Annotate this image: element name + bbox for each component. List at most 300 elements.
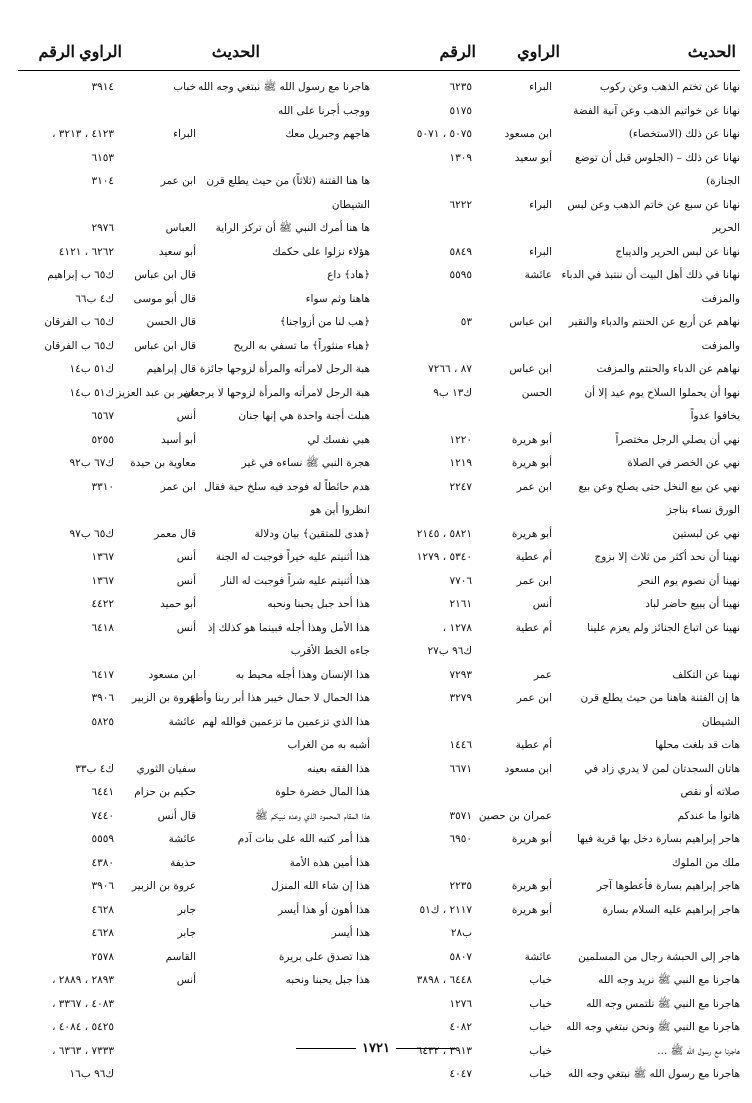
index-entry xyxy=(368,525,740,549)
index-entry xyxy=(18,407,370,431)
hadith-text: نهي أن يصلي الرجل مختصراً xyxy=(615,433,740,446)
index-entry xyxy=(368,431,740,455)
reference-number: ٥٣ xyxy=(460,316,472,328)
hadith-text: هاجر إبراهيم بسارة دخل بها قرية فيها xyxy=(576,833,740,845)
reference-number: ٦١٥٣ xyxy=(91,151,114,164)
hadith-text: هذا أثنيتم عليه خيراً فوجبت له الجنة xyxy=(215,551,370,563)
narrator-text: أبو سعيد xyxy=(514,151,552,164)
hadith-text: ها هنا أمرك النبي ﷺ أن تركز الراية xyxy=(215,222,370,234)
hadith-text: صلاته أو نقص xyxy=(680,786,740,798)
index-entry xyxy=(368,172,740,196)
narrator-text: ابن عمر xyxy=(160,175,196,187)
index-entry xyxy=(18,266,370,290)
reference-number: ٤٠٨٣ ، ٣٣٦٧ ، xyxy=(52,997,114,1010)
hadith-text: نهينا أن يبيع حاضر لباد xyxy=(645,598,740,610)
narrator-text: البراء xyxy=(529,198,552,211)
hadith-text: هذا تصدق على بريرة xyxy=(278,950,370,963)
reference-number: ٢٢٤٧ xyxy=(449,480,472,493)
left-column-header xyxy=(18,38,370,71)
hadith-text: هؤلاء نزلوا على حكمك xyxy=(272,245,370,258)
hadith-text: انظروا أين هو xyxy=(310,504,370,516)
narrator-text: قال معمر xyxy=(154,527,196,540)
narrator-text: ابن مسعود xyxy=(148,668,196,681)
index-entry xyxy=(368,102,740,126)
hadith-text: هاجرنا مع رسول الله ﷺ نبتغي وجه الله xyxy=(567,1068,740,1080)
reference-number: ك٦٥ ب الفرقان xyxy=(44,339,114,352)
index-entry xyxy=(18,337,370,361)
narrator-text: خباب xyxy=(529,974,552,986)
hadith-text: هذا الذي تزعمين ما تزعمين فوالله لهم xyxy=(202,715,370,728)
narrator-text: البراء xyxy=(529,81,552,93)
hadith-text: هذا المال خضرة حلوة xyxy=(275,786,370,798)
reference-number: ٦٢٦٢ ، ٤١٢١ xyxy=(58,245,114,258)
reference-number: ٢٩٧٦ xyxy=(91,222,114,234)
hadith-text: ملك من الملوك xyxy=(672,856,740,869)
hadith-text: هبي نفسك لي xyxy=(307,433,370,446)
hadith-text: هذا أمين هذه الأمة xyxy=(289,856,370,869)
reference-number: ٤١٢٣ ، ٣٢١٣ ، xyxy=(52,128,114,140)
index-entry xyxy=(18,172,370,196)
reference-number: ١٢٢٠ xyxy=(449,433,472,446)
narrator-text: عائشة xyxy=(524,950,552,963)
hadith-text: هاتوا ما عندكم xyxy=(677,809,740,822)
hadith-text: هذا الإنسان وهذا أجله محيط به xyxy=(235,668,370,681)
reference-number: ك١٣ ب٩ xyxy=(433,386,472,399)
reference-number: ١٢١٩ xyxy=(449,457,472,469)
index-entry xyxy=(368,948,740,972)
index-entry xyxy=(368,971,740,995)
narrator-text: ابن عمر xyxy=(516,574,552,587)
hadith-text: نهينا عن اتباع الجنائز ولم يعزم علينا xyxy=(587,621,740,634)
reference-number: ك٩٦ ب٢٧ xyxy=(427,645,472,657)
index-entry xyxy=(18,149,370,173)
reference-number: ٥٤٢٥ ، ٤٠٨٤ ، xyxy=(52,1021,114,1033)
index-entry xyxy=(18,454,370,478)
index-entry xyxy=(368,901,740,925)
index-entry xyxy=(18,783,370,807)
index-entry xyxy=(368,783,740,807)
hadith-text: يخافوا عدواً xyxy=(690,410,740,422)
reference-number: ٦٢٢٢ xyxy=(449,198,472,211)
reference-number: ك٤ ب٦٦ xyxy=(75,292,114,305)
narrator-text: أنس xyxy=(176,410,196,422)
header-narrator: الراوي xyxy=(517,42,560,61)
reference-number: ٦٤٤٨ ، ٣٨٩٨ xyxy=(416,974,472,986)
narrator-text: ابن عباس xyxy=(509,316,552,328)
index-entry xyxy=(368,290,740,314)
narrator-text: عروة بن الزبير xyxy=(131,692,196,704)
hadith-text: هاجرنا مع النبي ﷺ نريد وجه الله xyxy=(598,974,740,986)
reference-number: ٤٦٢٨ xyxy=(91,903,114,916)
reference-number: ٧٤٤٠ xyxy=(91,809,114,822)
hadith-text: هبلت أجنة واحدة هي إنها جنان xyxy=(238,410,370,422)
index-entry xyxy=(18,948,370,972)
index-entry xyxy=(18,830,370,854)
hadith-text: هاهنا وثم سواء xyxy=(305,292,370,305)
hadith-text: هذا أحد جبل يحبنا ونحبه xyxy=(267,598,370,610)
narrator-text: أبو هريرة xyxy=(511,903,552,916)
narrator-text: خباب xyxy=(529,1044,552,1057)
narrator-text: الحسن xyxy=(521,386,552,399)
index-entry xyxy=(368,219,740,243)
index-entry xyxy=(368,689,740,713)
hadith-text: ﴿هدى للمتقين﴾ بيان ودلالة xyxy=(254,527,370,540)
reference-number: ك٩٦ ب١٦ xyxy=(69,1068,114,1080)
hadith-text: هاجرنا مع النبي ﷺ ونحن نبتغي وجه الله xyxy=(566,1021,740,1033)
index-entry xyxy=(368,1018,740,1042)
narrator-text: أم عطية xyxy=(515,551,552,563)
reference-number: ٢١١٧ ، ك٥١ xyxy=(419,903,472,916)
reference-number: ٥٨٠٧ xyxy=(449,950,472,963)
narrator-text: أم عطية xyxy=(515,739,552,751)
narrator-text: أنس xyxy=(532,598,552,610)
hadith-text: نهينا أن نصوم يوم النحر xyxy=(638,574,740,587)
narrator-text: قال ابن عباس xyxy=(134,269,196,281)
index-entry xyxy=(18,877,370,901)
index-entry xyxy=(18,290,370,314)
reference-number: ١٤٤٦ xyxy=(449,739,472,751)
narrator-text: معاوية بن حيدة xyxy=(130,457,196,469)
index-entry xyxy=(18,971,370,995)
index-entry xyxy=(18,995,370,1019)
hadith-text: هذا أمر كتبه الله على بنات آدم xyxy=(237,833,370,845)
hadith-text: هدم حائطاً له فوجد فيه سلخ حية فقال xyxy=(204,480,370,493)
hadith-text: نهانا عن ذلك (الاستخصاء) xyxy=(628,128,740,140)
narrator-text: أبو هريرة xyxy=(511,833,552,845)
hadith-text: جاءه الخط الأقرب xyxy=(290,645,370,657)
narrator-text: العباس xyxy=(165,222,196,234)
narrator-text: ابن عمر xyxy=(516,692,552,704)
index-entry xyxy=(18,102,370,126)
hadith-text: هاجر إلى الحبشة رجال من المسلمين xyxy=(578,950,740,963)
hadith-text: هاجهم وجبريل معك xyxy=(285,128,370,140)
hadith-text: نهانا عن خواتيم الذهب وعن آنية الفضة xyxy=(573,104,740,117)
hadith-text: هذا إن شاء الله المنزل xyxy=(271,880,370,892)
index-entry xyxy=(18,924,370,948)
hadith-text: نهينا أن نحد أكثر من ثلاث إلا بزوج xyxy=(594,551,740,563)
reference-number: ٣٢٧٩ xyxy=(449,692,472,704)
hadith-text: الورق نساء بناجز xyxy=(666,504,740,516)
hadith-text: هاجرنا مع النبي ﷺ نلتمس وجه الله xyxy=(586,997,740,1010)
reference-number: ٦٩٥٠ xyxy=(449,833,472,845)
reference-number: ١٣٦٧ xyxy=(91,551,114,563)
narrator-text: خباب xyxy=(529,1068,552,1080)
index-entry xyxy=(368,760,740,784)
hadith-text: هبة الرجل لامرأته والمرأة لزوجها جائزة xyxy=(199,363,370,375)
right-entries xyxy=(368,78,740,1089)
footer-rule xyxy=(396,1048,456,1049)
reference-number: ك٤ ب٣٣ xyxy=(75,762,114,775)
right-column-header xyxy=(368,38,740,71)
hadith-text: نهينا عن التكلف xyxy=(672,668,740,681)
reference-number: ٦٢٣٥ xyxy=(449,81,472,93)
narrator-text: أنس xyxy=(176,574,196,587)
narrator-text: خباب xyxy=(529,1021,552,1033)
index-entry xyxy=(18,125,370,149)
reference-number: ٧٧٠٦ xyxy=(449,574,472,587)
hadith-text: هذا المقام المحمود الذي وعده نبيكم ﷺ xyxy=(254,809,370,822)
index-entry xyxy=(368,595,740,619)
index-entry xyxy=(368,995,740,1019)
reference-number: ٤٤٢٢ xyxy=(91,598,114,610)
index-entry xyxy=(368,360,740,384)
index-entry xyxy=(368,337,740,361)
index-entry xyxy=(368,572,740,596)
narrator-text: البراء xyxy=(173,128,196,140)
reference-number: ٦٦٧١ xyxy=(449,762,472,775)
index-entry xyxy=(368,619,740,643)
reference-number: ١٢٧٦ xyxy=(449,997,472,1010)
narrator-text: عمر بن عبد العزيز xyxy=(116,386,196,399)
narrator-text: أبو هريرة xyxy=(511,880,552,892)
narrator-text: عمران بن حصين xyxy=(478,809,552,822)
hadith-text: هبة الرجل لامرأته والمرأة لزوجها لا يرجعان xyxy=(183,386,370,399)
hadith-text: الجنازة) xyxy=(706,175,740,187)
reference-number: ٥٨٤٩ xyxy=(449,245,472,258)
reference-number: ٣١٠٤ xyxy=(91,175,114,187)
reference-number: ٣٥٧١ xyxy=(449,809,472,822)
index-entry xyxy=(18,901,370,925)
hadith-text: نهاهم عن أربع عن الحنتم والدباء والنقير xyxy=(568,316,740,328)
hadith-text: ﴿هب لنا من أزواجنا﴾ xyxy=(279,316,370,328)
narrator-text: أبو حميد xyxy=(160,598,196,610)
hadith-text: هذا جبل يحبنا ونحبه xyxy=(285,974,370,986)
narrator-text: ابن عمر xyxy=(516,480,552,493)
reference-number: ١٣٦٧ xyxy=(91,574,114,587)
index-entry xyxy=(368,501,740,525)
index-entry xyxy=(368,243,740,267)
hadith-text: أشبه به من الغراب xyxy=(287,739,370,751)
reference-number: ك٥١ ب١٤ xyxy=(69,363,114,375)
index-entry xyxy=(18,525,370,549)
narrator-text: القاسم xyxy=(165,950,196,963)
index-entry xyxy=(18,854,370,878)
index-entry xyxy=(18,501,370,525)
index-entry xyxy=(18,384,370,408)
hadith-text: هاجر إبراهيم بسارة فأعطوها آجر xyxy=(596,880,740,892)
reference-number: ٥٥٥٩ xyxy=(91,833,114,845)
index-entry xyxy=(368,407,740,431)
reference-number: ٤٠٨٢ xyxy=(449,1021,472,1033)
reference-number: ٤٦٢٨ xyxy=(91,927,114,939)
index-entry xyxy=(18,196,370,220)
reference-number: ك٦٥ ب الفرقان xyxy=(44,316,114,328)
reference-number: ب٢٨ xyxy=(450,927,472,939)
narrator-text: ابن مسعود xyxy=(504,762,552,775)
reference-number: ك٦٥ ب٩٧ xyxy=(69,527,114,540)
index-entry xyxy=(18,642,370,666)
reference-number: ٥٣٤٠ ، ١٢٧٩ xyxy=(416,551,472,563)
index-entry xyxy=(18,548,370,572)
reference-number: ٧٢٩٣ xyxy=(449,668,472,681)
page-number: ١٧٢١ xyxy=(362,1041,390,1056)
reference-number: ٦٤٤١ xyxy=(91,786,114,798)
reference-number: ٦٥٦٧ xyxy=(91,410,114,422)
index-entry xyxy=(18,760,370,784)
hadith-text: هذا أيسر xyxy=(331,927,370,939)
hadith-text: نهاهم عن الدباء والحنتم والمزفت xyxy=(596,363,740,375)
index-entry xyxy=(18,666,370,690)
index-entry xyxy=(18,431,370,455)
narrator-text: البراء xyxy=(529,245,552,258)
index-entry xyxy=(18,807,370,831)
reference-number: ٧٣٣٣ ، ٦٣٦٣ ، xyxy=(52,1044,114,1057)
index-entry xyxy=(18,78,370,102)
reference-number: ٥٥٩٥ xyxy=(449,269,472,281)
reference-number: ٦٤١٧ xyxy=(91,668,114,681)
reference-number: ٢١٦١ xyxy=(449,598,472,610)
hadith-text: نهوا أن يحملوا السلاح يوم عيد إلا أن xyxy=(584,386,740,399)
hadith-text: الشيطان xyxy=(701,715,740,728)
index-entry xyxy=(18,689,370,713)
hadith-text: هذا الأمل وهذا أجله فبينما هو كذلك إذ xyxy=(207,621,370,634)
index-entry xyxy=(368,548,740,572)
reference-number: ٥٢٥٥ xyxy=(91,433,114,446)
left-entries xyxy=(18,78,370,1089)
index-entry xyxy=(368,1065,740,1089)
index-entry xyxy=(368,313,740,337)
narrator-text: حذيفة xyxy=(170,856,196,869)
narrator-text: سفيان الثوري xyxy=(136,762,196,775)
narrator-text: عروة بن الزبير xyxy=(131,880,196,892)
reference-number: ٥٨٢٥ xyxy=(91,715,114,728)
reference-number: ك٦٧ ب٩٢ xyxy=(69,457,114,469)
hadith-text: الحرير xyxy=(712,222,740,234)
reference-number: ٣٣١٠ xyxy=(91,480,114,493)
page-number-footer xyxy=(0,1041,752,1056)
narrator-text: أبو أسيد xyxy=(161,433,196,446)
index-entry xyxy=(368,736,740,760)
hadith-text: هذا أهون أو هذا أيسر xyxy=(278,903,370,916)
narrator-text: أنس xyxy=(176,974,196,986)
index-entry xyxy=(368,924,740,948)
index-entry xyxy=(18,572,370,596)
index-entry xyxy=(368,807,740,831)
hadith-text: والمزفت xyxy=(701,292,740,305)
reference-number: ٤٣٨٠ xyxy=(91,856,114,869)
reference-number: ١٢٧٨ ، xyxy=(442,621,472,634)
hadith-text: والمزفت xyxy=(701,339,740,352)
left-column xyxy=(18,38,370,1089)
narrator-text: أبو هريرة xyxy=(511,457,552,469)
index-entry xyxy=(368,478,740,502)
narrator-text: خباب xyxy=(173,81,196,93)
hadith-text: ها هنا الفتنة (ثلاثاً) من حيث يطلع قرن xyxy=(206,175,370,187)
hadith-text: نهانا عن سبع عن خاتم الذهب وعن لبس xyxy=(567,198,740,211)
narrator-text: عائشة xyxy=(168,715,196,728)
reference-number: ٥٨٢١ ، ٢١٤٥ xyxy=(416,527,472,540)
hadith-text: نهانا عن تختم الذهب وعن ركوب xyxy=(599,81,740,93)
reference-number: ٣٩٠٦ xyxy=(91,692,114,704)
hadith-text: ها إن الفتنة هاهنا من حيث يطلع قرن xyxy=(580,692,740,704)
header-number: الرقم xyxy=(38,42,75,61)
reference-number: ٥١٧٥ xyxy=(449,104,472,117)
index-entry xyxy=(18,1018,370,1042)
hadith-text: نهانا عن لبس الحرير والديباج xyxy=(615,245,740,258)
header-hadith: الحديث xyxy=(211,42,260,61)
reference-number: ك٦٥ ب إبراهيم xyxy=(47,269,114,281)
index-entry xyxy=(368,877,740,901)
index-entry xyxy=(18,595,370,619)
index-entry xyxy=(18,313,370,337)
hadith-text: هاجرنا مع رسول الله ﷺ ... xyxy=(657,1044,740,1057)
index-entry xyxy=(368,854,740,878)
reference-number: ٢٥٧٨ xyxy=(91,950,114,963)
index-entry xyxy=(18,736,370,760)
hadith-text: هاتان السجدتان لمن لا يدري زاد في xyxy=(584,762,740,775)
narrator-text: خباب xyxy=(529,997,552,1010)
hadith-text: هجرة النبي ﷺ نساءه في غير xyxy=(241,457,370,469)
narrator-text: قال إبراهيم xyxy=(146,363,196,375)
narrator-text: أبو هريرة xyxy=(511,527,552,540)
narrator-text: ابن عباس xyxy=(509,363,552,375)
index-entry xyxy=(18,219,370,243)
index-entry xyxy=(18,619,370,643)
reference-number: ٥٠٧٥ ، ٥٠٧١ xyxy=(416,128,472,140)
reference-number: ك٥١ ب١٤ xyxy=(69,386,114,399)
hadith-text: نهانا عن ذلك – (الجلوس قبل أن توضع xyxy=(574,151,740,164)
hadith-text: هاجر إبراهيم عليه السلام بسارة xyxy=(602,903,740,916)
index-entry xyxy=(368,266,740,290)
narrator-text: أم عطية xyxy=(515,621,552,634)
index-entry xyxy=(368,196,740,220)
index-entry xyxy=(18,360,370,384)
index-entry xyxy=(368,384,740,408)
index-entry xyxy=(368,666,740,690)
hadith-text: نهي عن الخصر في الصلاة xyxy=(627,457,740,469)
header-narrator: الراوي xyxy=(79,42,122,61)
hadith-text: ووجب أجرنا على الله xyxy=(278,104,370,117)
narrator-text: أبو سعيد xyxy=(158,245,196,258)
index-entry xyxy=(18,478,370,502)
index-entry xyxy=(18,243,370,267)
narrator-text: ابن عمر xyxy=(160,480,196,493)
narrator-text: ابن مسعود xyxy=(504,128,552,140)
hadith-text: هاجرنا مع رسول الله ﷺ نبتغي وجه الله xyxy=(197,81,370,93)
narrator-text: قال أبو موسى xyxy=(133,292,196,305)
narrator-text: قال ابن عباس xyxy=(134,339,196,352)
footer-rule xyxy=(296,1048,356,1049)
hadith-text: هذا الفقه بعينه xyxy=(307,762,370,775)
narrator-text: أنس xyxy=(176,551,196,563)
narrator-text: قال أنس xyxy=(157,809,196,822)
header-hadith: الحديث xyxy=(687,42,736,61)
reference-number: ١٣٠٩ xyxy=(449,151,472,164)
reference-number: ٦٤١٨ xyxy=(91,621,114,634)
reference-number: ٤٠٤٧ xyxy=(449,1068,472,1080)
index-entry xyxy=(368,149,740,173)
hadith-text: ﴿هاد﴾ داع xyxy=(327,269,370,281)
hadith-text: هذا الحمال لا حمال خيبر هذا أبر ربنا وأطهر xyxy=(184,692,370,704)
index-entry xyxy=(368,454,740,478)
narrator-text: حكيم بن حزام xyxy=(134,786,196,798)
narrator-text: جابر xyxy=(177,927,196,939)
hadith-text: نهي عن لبستين xyxy=(672,527,740,540)
index-entry xyxy=(368,642,740,666)
right-column xyxy=(368,38,740,1089)
narrator-text: قال الحسن xyxy=(146,316,196,328)
index-entry xyxy=(368,713,740,737)
reference-number: ٢٨٩٣ ، ٢٨٨٩ ، xyxy=(52,974,114,986)
narrator-text: عائشة xyxy=(524,269,552,281)
hadith-text: هات قد بلغت محلها xyxy=(655,739,740,751)
narrator-text: عمر xyxy=(533,668,552,681)
reference-number: ٢٢٣٥ xyxy=(449,880,472,892)
hadith-text: نهانا في ذلك أهل البيت أن ننتبذ في الدباء xyxy=(561,269,740,281)
hadith-text: ﴿هباء منثوراً﴾ ما تسفي به الريح xyxy=(233,339,370,352)
index-entry xyxy=(368,125,740,149)
reference-number: ٣٩١٤ xyxy=(91,81,114,93)
